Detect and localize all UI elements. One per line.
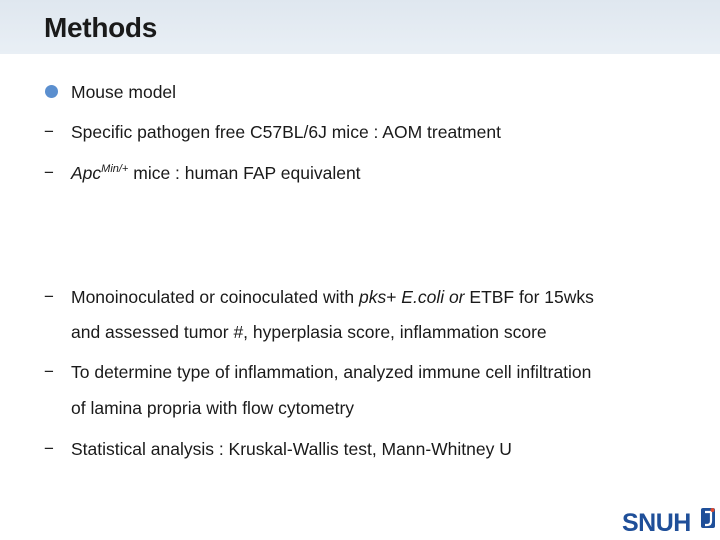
item-apc-mice bbox=[71, 162, 361, 184]
logo-text: SNUH bbox=[622, 509, 691, 537]
item-statistics: Statistical analysis : Kruskal-Wallis test, Mann-Whitney U bbox=[71, 439, 512, 459]
dash-marker: − bbox=[44, 122, 54, 141]
pks-italic: pks bbox=[358, 287, 387, 307]
inoculation-text: Monoinoculated or coinoculated with bbox=[71, 287, 359, 307]
bullet-dot-icon bbox=[45, 85, 58, 98]
item-immune-line1: To determine type of inflammation, analyzed immune cell infiltration bbox=[71, 362, 592, 382]
dash-marker: − bbox=[44, 439, 54, 458]
etbf-text: ETBF for 15wks bbox=[469, 287, 594, 307]
bullet-mouse-model: Mouse model bbox=[71, 82, 177, 102]
apc-description: mice : human FAP equivalent bbox=[128, 163, 361, 183]
item-spf-mice: Specific pathogen free C57BL/6J mice : AOM treatment bbox=[71, 122, 501, 142]
gene-superscript: Min/+ bbox=[101, 163, 129, 175]
plus-text: + bbox=[386, 287, 402, 307]
item-inoculation-continued: and assessed tumor #, hyperplasia score, inflammation score bbox=[71, 322, 547, 342]
dash-marker: − bbox=[44, 362, 54, 381]
snuh-emblem-icon bbox=[700, 507, 716, 531]
or-italic: or bbox=[448, 287, 470, 307]
gene-apc: Apc bbox=[71, 163, 102, 183]
dash-marker: − bbox=[44, 163, 54, 182]
slide-title: Methods bbox=[44, 12, 158, 43]
item-inoculation bbox=[71, 286, 594, 308]
item-immune-line2: of lamina propria with flow cytometry bbox=[71, 398, 355, 418]
dash-marker: − bbox=[44, 287, 54, 306]
snuh-logo bbox=[622, 507, 718, 539]
ecoli-italic: E.coli bbox=[401, 287, 449, 307]
